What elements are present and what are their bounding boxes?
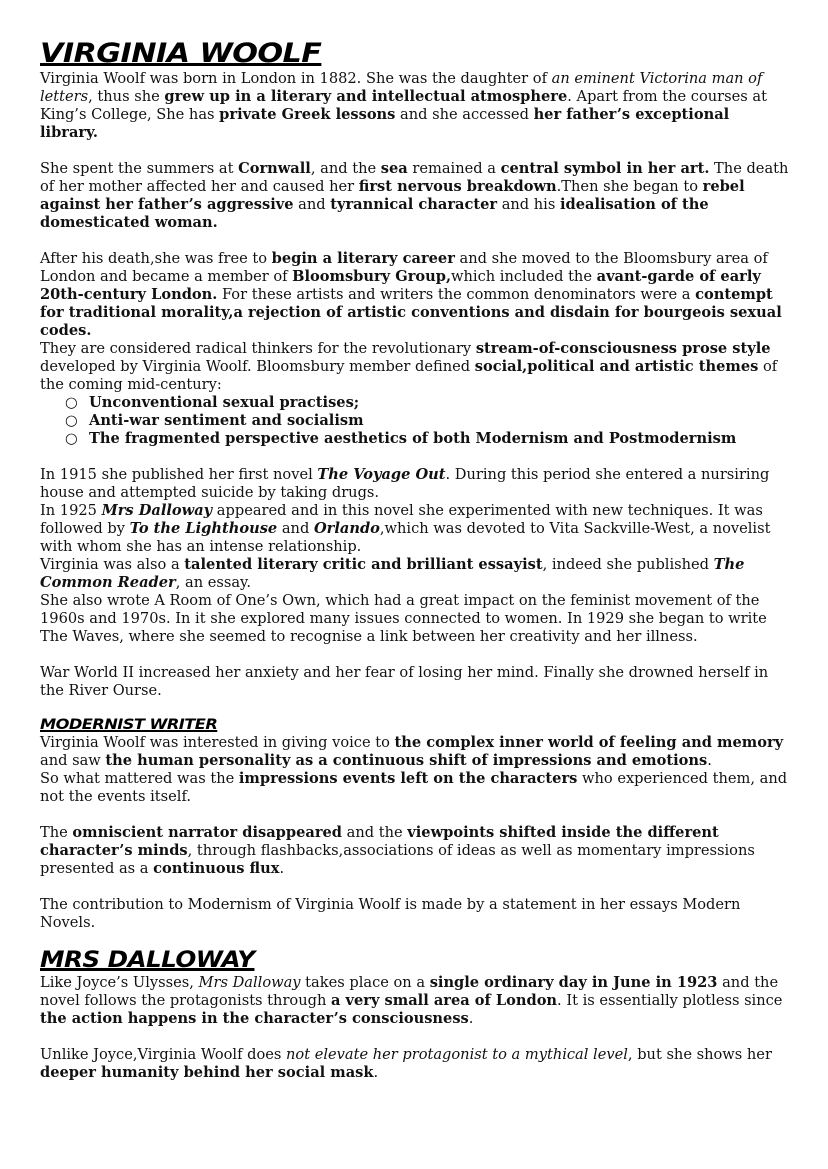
key-phrase: single ordinary day in June in 1923 [429,974,718,991]
list-item-text: Unconventional sexual practises; [89,394,360,411]
key-phrase: sea [380,160,408,177]
text-run: , through flashbacks,associations of ideas as well as momentary impressions presented as a [40,842,755,877]
text-run: ,which was devoted to Vita Sackville-West, a novelist with whom she has an intense relationship. [40,520,771,555]
paragraph-radical [40,340,790,394]
paragraph-mrs-dalloway-release [40,502,790,556]
key-phrase: continuous flux [153,860,280,877]
key-phrase: the complex inner world of feeling and memory [394,734,784,751]
key-phrase: stream-of-consciousness prose style [475,340,771,357]
text-run: Unlike Joyce,Virginia Woolf does [40,1046,287,1063]
text-run: After his death,she was free to [40,250,272,267]
text-run: and she accessed [395,106,534,123]
key-phrase: tyrannical character [330,196,498,213]
text-run: who experienced them, and not the events itself. [40,770,788,805]
text-run: They are considered radical thinkers for the revolutionary [40,340,476,357]
paragraph-intro [40,70,790,142]
text-run: Virginia Woolf was born in London in 1882. She was the daughter of [40,70,552,87]
key-phrase: contempt for traditional morality,a rejection of artistic conventions and disdain for bourgeois sexual codes. [40,286,782,339]
key-phrase: grew up in a literary and intellectual atmosphere [164,88,568,105]
emphasis: not elevate her protagonist to a mythical level [286,1046,628,1063]
key-phrase: talented literary critic and brilliant essayist [184,556,543,573]
text-run: So what mattered was the [40,770,239,787]
text-run: . [468,1010,474,1027]
paragraph-summers [40,160,790,232]
text-run: and [293,196,331,213]
text-run: , and the [310,160,381,177]
text-run: which included the [451,268,597,285]
text-run: and saw [40,752,106,769]
text-run: . [373,1064,379,1081]
text-run: and the novel follows the protagonists through [40,974,779,1009]
text-run: Virginia Woolf was interested in giving voice to [40,734,395,751]
text-run: developed by Virginia Woolf. Bloomsbury member defined [40,358,475,375]
key-phrase: rebel against her father’s aggressive [40,178,745,213]
paragraph-career [40,250,790,340]
text-run: , thus she [88,88,165,105]
list-item [65,412,790,430]
book-title: The Common Reader [40,556,745,591]
key-phrase: deeper humanity behind her social mask [40,1064,374,1081]
book-title: To the Lighthouse [129,520,278,537]
text-run: She spent the summers at [40,160,239,177]
text-run: . During this period she entered a nursiring house and attempted suicide by taking drugs. [40,466,770,501]
text-run: . [279,860,285,877]
text-run: , but she shows her [627,1046,772,1063]
key-phrase: her father’s exceptional library. [40,106,730,141]
list-item [65,430,790,448]
paragraph-critic [40,556,790,592]
key-phrase: idealisation of the domesticated woman. [40,196,709,231]
paragraph-single-day [40,974,790,1028]
section-heading-mrs-dalloway: MRS DALLOWAY [40,948,255,973]
bullet-icon: ○ [65,430,78,447]
text-run: .Then she began to [556,178,703,195]
page-title: VIRGINIA WOOLF [40,38,322,69]
paragraph-narrator [40,824,790,878]
text-run: In 1925 [40,502,102,519]
key-phrase: social,political and artistic themes [474,358,759,375]
list-item-text: The fragmented perspective aesthetics of both Modernism and Postmodernism [89,430,737,447]
key-phrase: a very small area of London [331,992,558,1009]
paragraph-first-novel [40,466,790,502]
text-run: and she moved to the Bloomsbury area of London and became a member of [40,250,768,285]
text-run: and [277,520,314,537]
paragraph-contribution: The contribution to Modernism of Virginia Woolf is made by a statement in her essays Modern Novels. [40,896,741,931]
book-title: Mrs Dalloway [198,974,301,991]
text-run: takes place on a [300,974,430,991]
key-phrase: the human personality as a continuous shift of impressions and emotions [105,752,708,769]
text-run: In 1915 she published her first novel [40,466,318,483]
list-item-text: Anti-war sentiment and socialism [89,412,364,429]
paragraph-impressions [40,770,790,806]
text-run: For these artists and writers the common denominators were a [217,286,696,303]
bullet-icon: ○ [65,394,78,411]
key-phrase: impressions events left on the characters [238,770,578,787]
section-heading-modernist: MODERNIST WRITER [40,717,218,733]
text-run: Like Joyce’s Ulysses, [40,974,199,991]
text-run: . [707,752,712,769]
key-phrase: Cornwall [238,160,311,177]
key-phrase: the action happens in the character’s consciousness [40,1010,469,1027]
book-title: Orlando [313,520,380,537]
text-run: and the [342,824,408,841]
paragraph-war: War World II increased her anxiety and her fear of losing her mind. Finally she drowned herself in the River Ourse. [40,664,769,699]
key-phrase: omniscient narrator disappeared [72,824,343,841]
text-run: , indeed she published [542,556,714,573]
text-run: appeared and in this novel she experimented with new techniques. It was followed by [40,502,763,537]
key-phrase: begin a literary career [271,250,455,267]
emphasis: an eminent Victorina man of letters [40,70,763,105]
text-run: and his [497,196,560,213]
book-title: The Voyage Out [317,466,446,483]
document-page [40,38,790,1082]
text-run: . It is essentially plotless since [557,992,783,1009]
key-phrase: viewpoints shifted inside the different character’s minds [40,824,719,859]
key-phrase: first nervous breakdown [358,178,557,195]
text-run: . Apart from the courses at King’s College, She has [40,88,767,123]
text-run: , an essay. [175,574,251,591]
paragraph-humanity [40,1046,790,1082]
list-item [65,394,790,412]
book-title: Mrs Dalloway [101,502,213,519]
paragraph-inner-world [40,734,790,770]
key-phrase: private Greek lessons [219,106,396,123]
text-run: The [40,824,73,841]
text-run: Virginia was also a [40,556,185,573]
text-run: remained a [407,160,501,177]
paragraph-room-of-ones-own: She also wrote A Room of One’s Own, which had a great impact on the feminist movement of the 1960s and 1970s. In it she explored many issues connected to women. In 1929 she began to write The Waves, where she seemed to recognise a link between her creativity and her illness. [40,592,767,645]
key-phrase: Bloomsbury Group, [292,268,452,285]
key-phrase: avant-garde of early 20th-century London. [40,268,761,303]
text-run: of the coming mid-century: [40,358,778,393]
key-phrase: central symbol in her art. [500,160,710,177]
text-run: The death of her mother affected her and caused her [40,160,789,195]
bullet-icon: ○ [65,412,78,429]
themes-list [40,394,790,448]
